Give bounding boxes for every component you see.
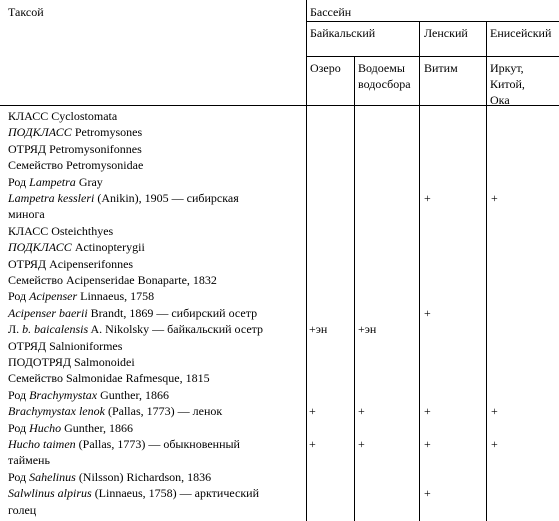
presence-mark-irkut: + bbox=[491, 437, 498, 451]
presence-mark-catch: + bbox=[358, 404, 365, 419]
row-text: (Pallas, 1773) — ленок bbox=[104, 404, 223, 419]
presence-mark-vitim: + bbox=[424, 191, 431, 205]
row-text: ОТРЯД Petromysonifonnes bbox=[8, 141, 142, 156]
table-row bbox=[8, 436, 240, 452]
header-catchment: Водоемы водосбора bbox=[358, 61, 411, 91]
header-taxon: Таксой bbox=[8, 5, 44, 19]
row-text: Lampetra bbox=[29, 174, 76, 189]
table-row bbox=[8, 502, 36, 518]
presence-mark-vitim: + bbox=[424, 404, 431, 419]
row-text: Brachymystax bbox=[29, 387, 98, 402]
header-lena: Ленский bbox=[424, 26, 468, 40]
row-divider-subbasin bbox=[306, 56, 559, 57]
row-text: Род bbox=[8, 387, 30, 402]
row-text: КЛАСС Cyclostomata bbox=[8, 109, 118, 123]
table-row bbox=[8, 321, 263, 337]
table-row bbox=[8, 157, 143, 173]
col-divider-enisei bbox=[486, 21, 487, 521]
header-basin: Бассейн bbox=[310, 5, 352, 19]
row-text: A. Nikolsky — байкальский осетр bbox=[88, 322, 264, 337]
table-row bbox=[8, 141, 142, 157]
table-row bbox=[8, 174, 103, 190]
row-text: Семейство Acipenseridae Bonaparte, 1832 bbox=[8, 273, 217, 287]
presence-mark-vitim: + bbox=[424, 437, 431, 451]
table-row bbox=[8, 370, 210, 386]
row-text: Acipenser bbox=[29, 289, 78, 304]
row-text: Acipenser baerii bbox=[8, 305, 88, 320]
row-text: (Linnaeus, 1758) — арктический bbox=[91, 486, 259, 501]
table-row bbox=[8, 354, 135, 370]
row-text: (Anikin), 1905 — сибирская bbox=[94, 191, 239, 205]
row-text: Gunther, 1866 bbox=[97, 387, 169, 402]
row-text: Brandt, 1869 — сибирский осетр bbox=[87, 305, 258, 320]
table-row bbox=[8, 305, 257, 321]
row-text: Род bbox=[8, 174, 30, 189]
col-divider-taxon bbox=[306, 0, 307, 521]
row-text: Lampetra kessleri bbox=[8, 191, 95, 205]
presence-mark-vitim: + bbox=[424, 305, 431, 320]
row-text: ОТРЯД Acipenserifonnes bbox=[8, 256, 134, 271]
table-row bbox=[8, 206, 45, 222]
table-row bbox=[8, 403, 222, 419]
row-text: Petromysones bbox=[71, 125, 143, 140]
table-row bbox=[8, 288, 154, 304]
row-text: Л. bbox=[8, 322, 23, 337]
row-text: КЛАСС Osteichthyes bbox=[8, 223, 114, 238]
row-text: Gunther, 1866 bbox=[61, 420, 133, 435]
row-text: b. baicalensis bbox=[22, 322, 89, 337]
row-text: голец bbox=[8, 502, 37, 517]
row-text: Род bbox=[8, 289, 30, 304]
table-row bbox=[8, 272, 217, 288]
col-divider-lena bbox=[419, 21, 420, 521]
row-text: Род bbox=[8, 420, 30, 435]
table-row bbox=[8, 387, 169, 403]
table-row bbox=[8, 452, 50, 468]
table-row bbox=[8, 338, 122, 354]
table-row bbox=[8, 420, 133, 436]
row-text: ПОДКЛАСС bbox=[8, 125, 72, 140]
row-text: (Nilsson) Richardson, 1836 bbox=[75, 469, 212, 484]
row-text: Род bbox=[8, 469, 30, 484]
row-text: ПОДКЛАСС bbox=[8, 240, 72, 255]
header-enisei: Енисейский bbox=[490, 26, 552, 40]
row-text: ПОДОТРЯД Salmonoidei bbox=[8, 355, 135, 369]
row-text: Sahelinus bbox=[29, 469, 76, 484]
table-row bbox=[8, 485, 259, 501]
row-text: таймень bbox=[8, 453, 50, 468]
row-text: (Pallas, 1773) — обыкновенный bbox=[75, 437, 240, 451]
row-text: ОТРЯД Salnioniformes bbox=[8, 338, 123, 353]
row-text: Gray bbox=[75, 174, 103, 189]
presence-mark-irkut: + bbox=[491, 191, 498, 205]
presence-mark-lake: + bbox=[309, 404, 316, 419]
row-text: Семейство Salmonidae Rafmesque, 1815 bbox=[8, 371, 210, 386]
header-baikal: Байкальский bbox=[310, 26, 376, 40]
row-text: Actinopterygii bbox=[71, 240, 145, 255]
header-lake: Озеро bbox=[310, 61, 341, 75]
row-text: Salwlinus alpirus bbox=[8, 486, 92, 501]
row-text: Hucho taimen bbox=[8, 437, 76, 451]
table-row bbox=[8, 239, 145, 255]
presence-mark-vitim: + bbox=[424, 486, 431, 501]
row-text: Linnaeus, 1758 bbox=[77, 289, 155, 304]
header-vitim: Витим bbox=[424, 61, 458, 75]
header-bottom-line bbox=[0, 105, 559, 106]
presence-mark-catch: + bbox=[358, 437, 365, 451]
presence-mark-lake: + bbox=[309, 437, 316, 451]
presence-mark-lake: +эн bbox=[309, 322, 328, 337]
row-text: Brachymystax lenok bbox=[8, 404, 105, 419]
row-divider-basin bbox=[306, 21, 559, 22]
presence-mark-catch: +эн bbox=[358, 322, 377, 337]
table-row bbox=[8, 108, 117, 124]
table-row bbox=[8, 223, 113, 239]
header-irkut: Иркут, Китой, Ока bbox=[490, 61, 525, 107]
table-row bbox=[8, 124, 142, 140]
row-text: Семейство Petromysonidae bbox=[8, 158, 144, 173]
table-row bbox=[8, 256, 133, 272]
row-text: минога bbox=[8, 207, 45, 222]
col-divider-lake bbox=[354, 56, 355, 521]
table-row bbox=[8, 469, 211, 485]
presence-mark-irkut: + bbox=[491, 404, 498, 419]
table-row bbox=[8, 190, 239, 206]
row-text: Hucho bbox=[29, 420, 62, 435]
